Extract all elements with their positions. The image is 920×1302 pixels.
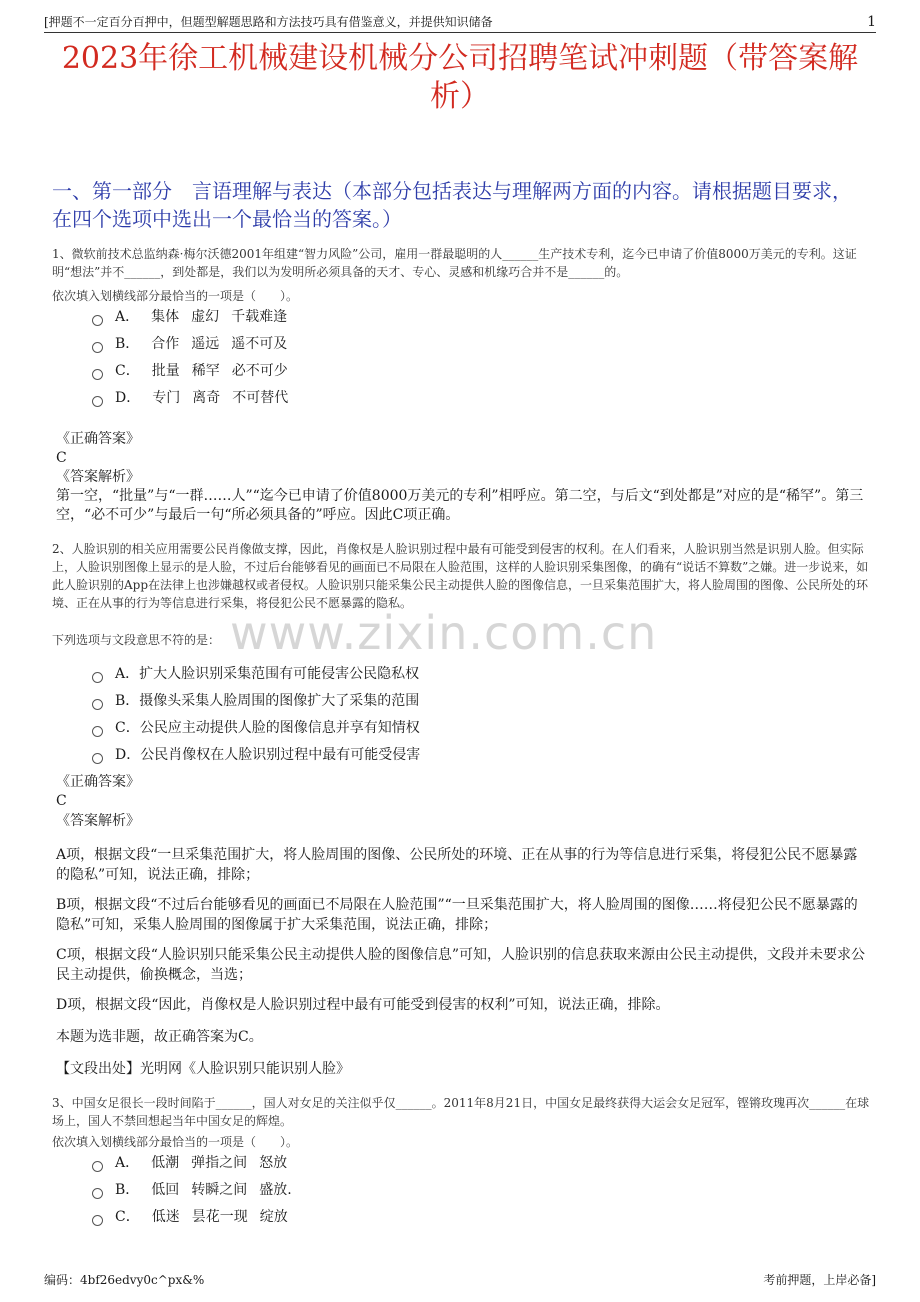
analysis-conclusion: 本题为选非题，故正确答案为C。 [56,1029,263,1045]
radio-icon[interactable] [92,726,103,737]
option-a[interactable]: A． 扩大人脸识别采集范围有可能侵害公民隐私权 [92,661,420,688]
option-c[interactable]: C． 批量 稀罕 必不可少 [92,358,300,385]
analysis-text: 第一空，“批量”与“一群……人”“迄今已申请了价值8000万美元的专利”相呼应。第二空，与后文“到处都是”对应的是“稀罕”。第三空，“必不可少”与最后一句“所必须具备的”呼应。因此C项正确。 [56,488,864,523]
question-2-prompt: 下列选项与文段意思不符的是： [52,633,221,647]
page-number: 1 [867,14,876,30]
answer-label: 《正确答案》 [56,431,140,447]
question-3-text: 3、中国女足很长一段时间陷于______，国人对女足的关注似乎仅______。2011年8月21日，中国女足最终获得大运会女足冠军，铿锵玫瑰再次______在球场上，国人不禁回想起当年中国女足的辉煌。 [52,1096,870,1128]
question-1-text: 1、微软前技术总监纳森·梅尔沃德2001年组建“智力风险”公司，雇用一群最聪明的人______生产技术专利，迄今已申请了价值8000万美元的专利。这证明“想法”并不______，到处都是，我们以为发明所必须具备的天才、专心、灵感和机缘巧合并不是______的。 [52,247,857,279]
watermark: www.zixin.com.cn [230,606,658,660]
footer-slogan: 考前押题，上岸必备] [763,1273,876,1287]
option-b[interactable]: B． 合作 遥远 遥不可及 [92,331,300,358]
page-header [44,12,876,33]
radio-icon[interactable] [92,315,103,326]
option-a[interactable]: A． 集体 虚幻 千载难逢 [92,304,300,331]
analysis-c: C项，根据文段“人脸识别只能采集公民主动提供人脸的图像信息”可知，人脸识别的信息获取来源由公民主动提供，文段并未要求公民主动提供，偷换概念，当选； [56,947,866,983]
option-b[interactable]: B． 摄像头采集人脸周围的图像扩大了采集的范围 [92,688,420,715]
radio-icon[interactable] [92,1215,103,1226]
answer-value: C [56,450,67,466]
analysis-a: A项，根据文段“一旦采集范围扩大，将人脸周围的图像、公民所处的环境、正在从事的行为等信息进行采集，将侵犯公民不愿暴露的隐私”可知，说法正确，排除； [56,847,858,883]
analysis-source: 【文段出处】光明网《人脸识别只能识别人脸》 [56,1061,350,1077]
option-a[interactable]: A． 低潮 弹指之间 怒放 [92,1150,304,1177]
answer-value: C [56,793,67,809]
radio-icon[interactable] [92,369,103,380]
radio-icon[interactable] [92,396,103,407]
analysis-d: D项，根据文段“因此，肖像权是人脸识别过程中最有可能受到侵害的权利”可知，说法正确，排除。 [56,997,670,1013]
header-disclaimer: [押题不一定百分百押中，但题型解题思路和方法技巧具有借鉴意义，并提供知识储备 [44,15,493,29]
question-3-prompt: 依次填入划横线部分最恰当的一项是（ ）。 [52,1135,299,1149]
question-2-text: 2、人脸识别的相关应用需要公民肖像做支撑，因此，肖像权是人脸识别过程中最有可能受到侵害的权利。在人们看来，人脸识别当然是识别人脸。但实际上，人脸识别图像上显示的是人脸，不过后台能够看见的画面已不局限在人脸范围，这样的人脸识别采集图像，的确有“说话不算数”之嫌。进一步说来，如此人脸识别的App在法律上也涉嫌越权或者侵权。人脸识别只能采集公民主动提供人脸的图像信息，一旦采集范围扩大，将人脸周围的图像、公民所处的环境、正在从事的行为等信息进行采集，将侵犯公民不愿暴露的隐私。 [52,542,869,610]
option-c[interactable]: C． 公民应主动提供人脸的图像信息并享有知情权 [92,715,420,742]
analysis-label: 《答案解析》 [56,469,140,485]
option-c[interactable]: C． 低迷 昙花一现 绽放 [92,1204,304,1231]
radio-icon[interactable] [92,342,103,353]
option-b[interactable]: B． 低回 转瞬之间 盛放. [92,1177,304,1204]
option-d[interactable]: D． 专门 离奇 不可替代 [92,385,300,412]
radio-icon[interactable] [92,672,103,683]
radio-icon[interactable] [92,1188,103,1199]
question-1-prompt: 依次填入划横线部分最恰当的一项是（ ）。 [52,289,299,303]
radio-icon[interactable] [92,753,103,764]
page-title: 2023年徐工机械建设机械分公司招聘笔试冲刺题（带答案解析） [61,41,859,114]
footer-code: 编码：4bf26edvy0c^px&% [44,1273,205,1287]
section-heading: 一、第一部分 言语理解与表达（本部分包括表达与理解两方面的内容。请根据题目要求，在四个选项中选出一个最恰当的答案。） [52,179,852,231]
analysis-b: B项，根据文段“不过后台能够看见的画面已不局限在人脸范围”“一旦采集范围扩大，将人脸周围的图像……将侵犯公民不愿暴露的隐私”可知，采集人脸周围的图像属于扩大采集范围，说法正确，排除； [56,897,858,933]
question-2-options [92,661,420,769]
question-3-options [92,1150,304,1231]
answer-label: 《正确答案》 [56,774,140,790]
radio-icon[interactable] [92,1161,103,1172]
radio-icon[interactable] [92,699,103,710]
option-d[interactable]: D． 公民肖像权在人脸识别过程中最有可能受侵害 [92,742,420,769]
analysis-label: 《答案解析》 [56,813,140,829]
question-1-options [92,304,300,412]
